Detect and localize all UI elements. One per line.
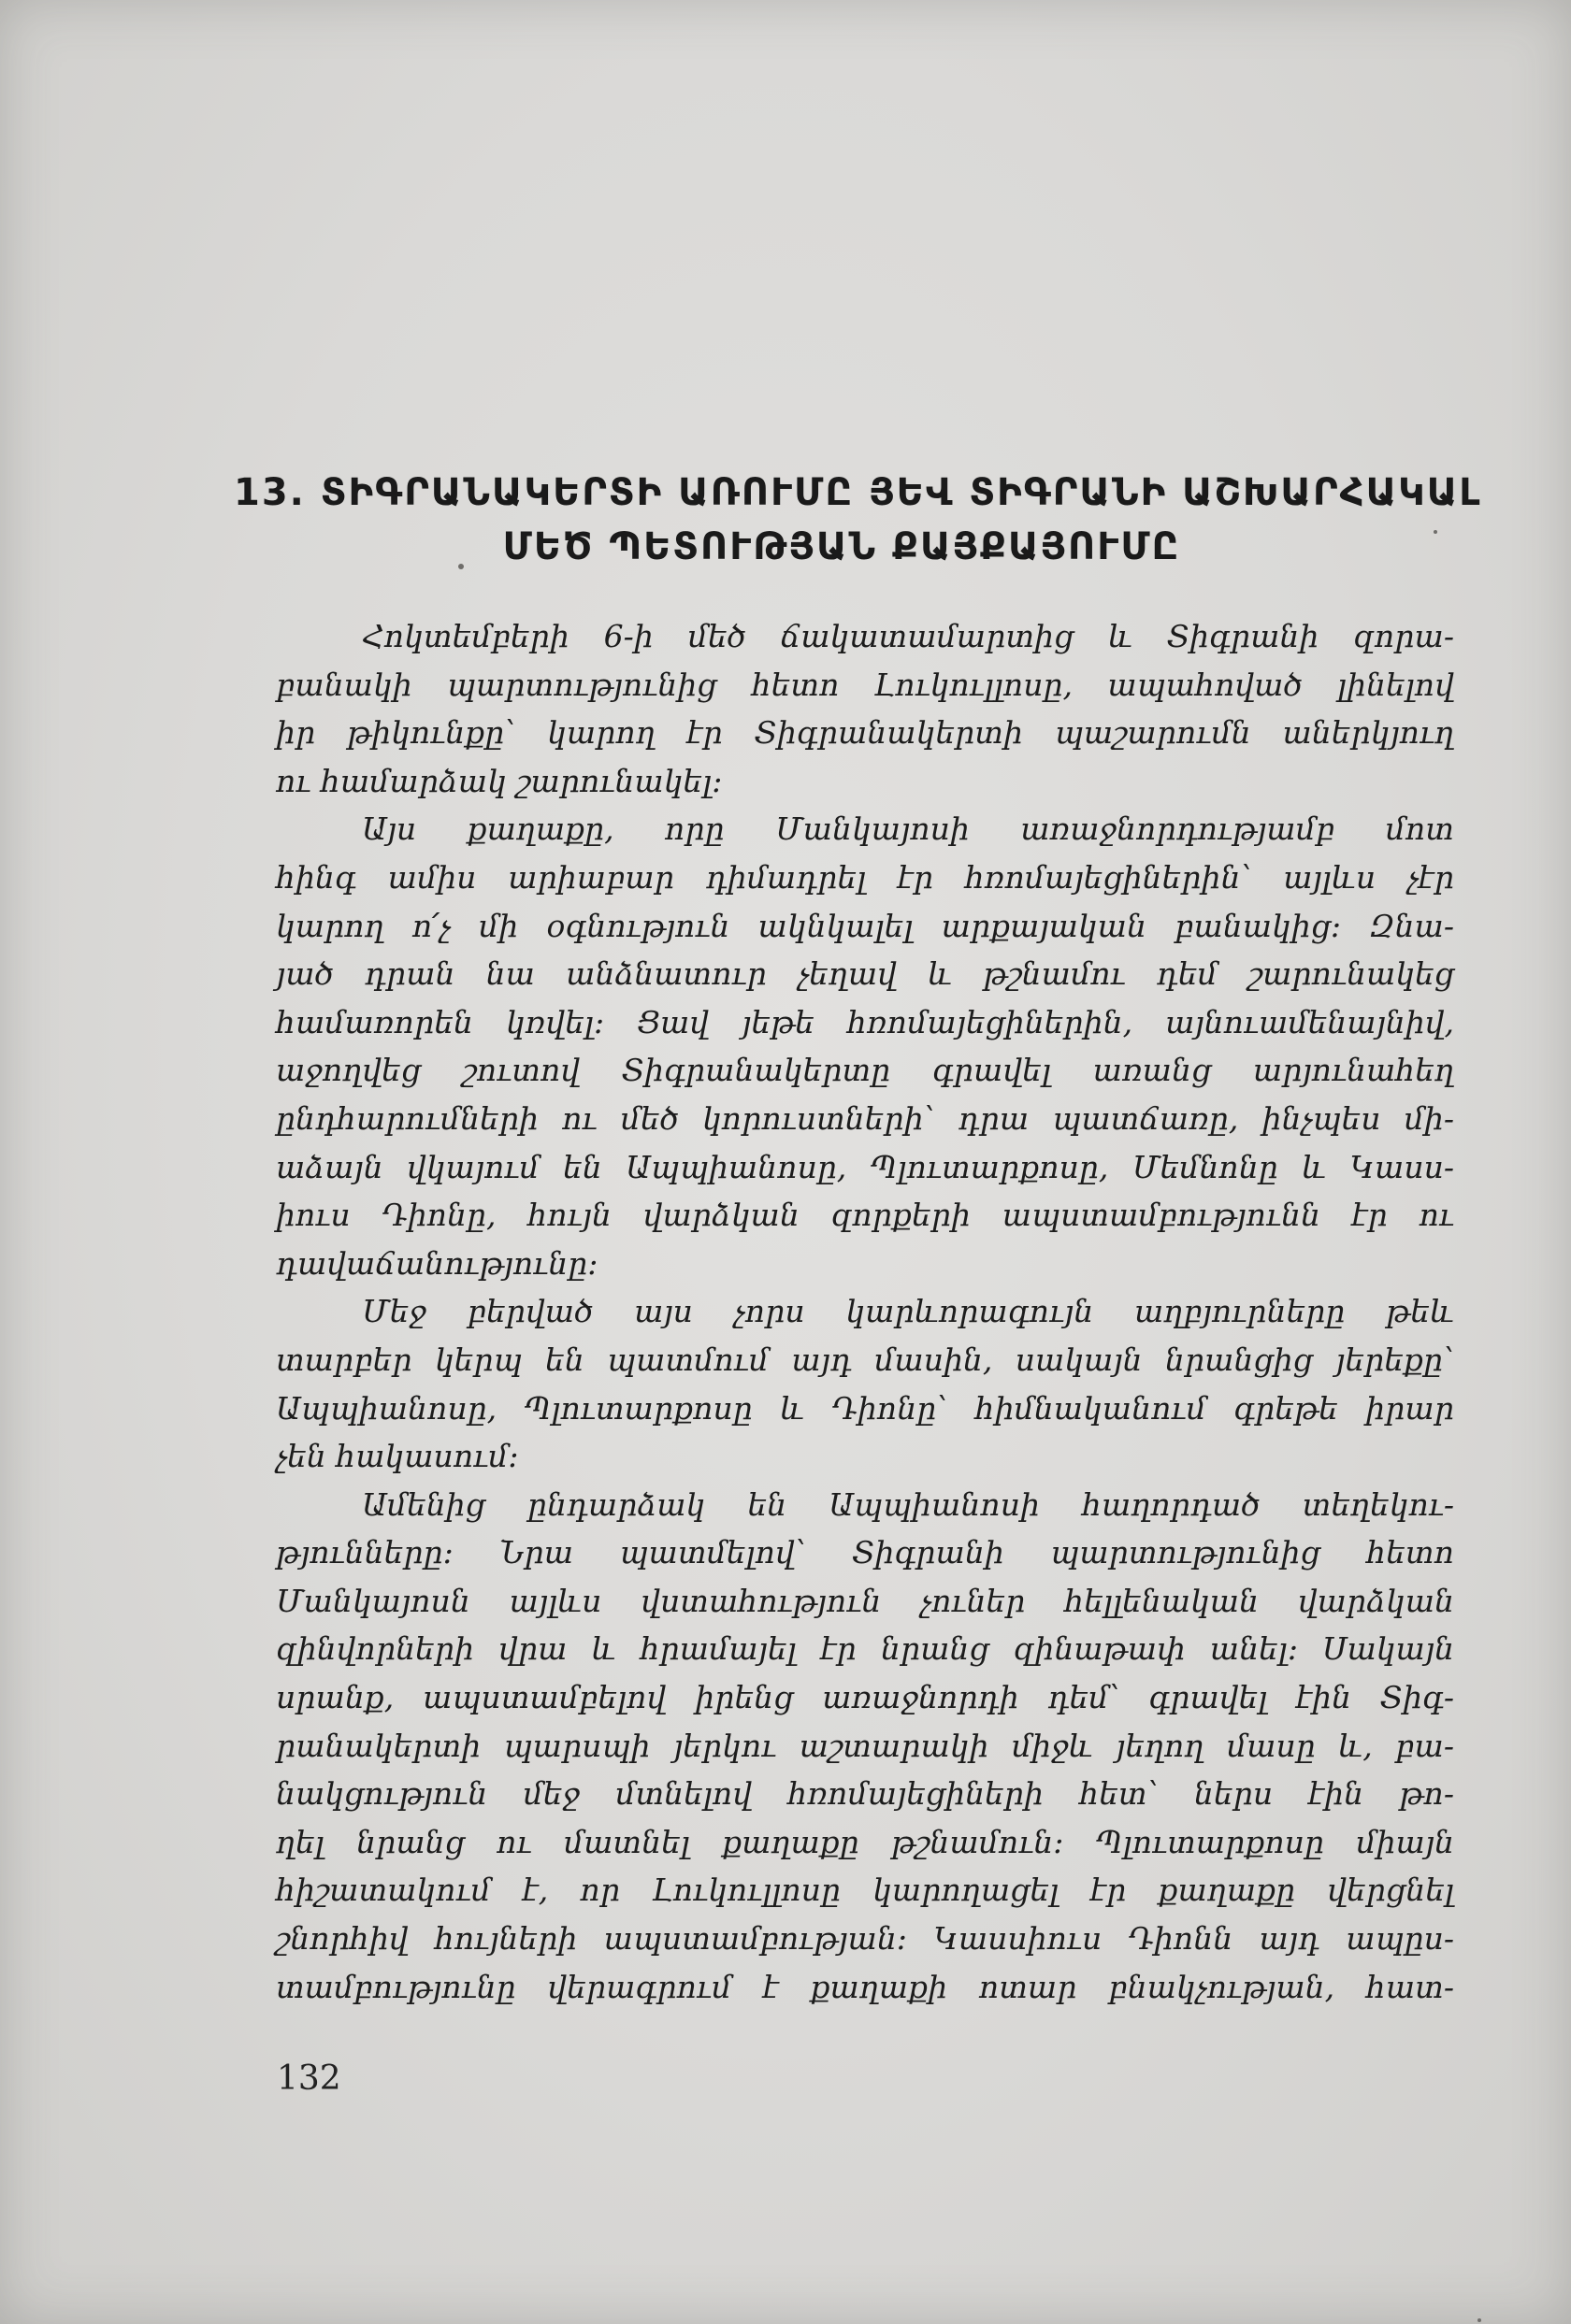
text-line: շնորհիվ հույների ապստամբության։ Կասսիուս Դիոնն այդ ապըս- — [276, 1920, 1454, 1958]
text-line: նակցություն մեջ մտնելով հռոմայեցիների հետ՝ ներս էին թո- — [276, 1775, 1454, 1813]
page-number: 132 — [277, 2059, 341, 2098]
paragraph — [276, 1481, 1454, 2012]
text-line: տամբությունը վերագրում է քաղաքի ոտար բնակչության, հատ- — [276, 1968, 1454, 2005]
text-line: հիշատակում է, որ Լուկուլլոսը կարողացել էր քաղաքը վերցնել — [276, 1872, 1454, 1909]
text-line: րանակերտի պարսպի յերկու աշտարակի միջև յեղող մասը և, բա- — [276, 1727, 1454, 1764]
text-line: ղել նրանց ու մատնել քաղաքը թշնամուն։ Պլուտարքոսը միայն — [276, 1823, 1454, 1860]
chapter-heading-line-1: 13. ՏԻԳՐԱՆԱԿԵՐՏԻ ԱՌՈՒՄԸ ՅԵՎ ՏԻԳՐԱՆԻ ԱՇԽԱՐՀԱԿԱԼ — [234, 471, 1482, 514]
body-text — [276, 612, 1454, 2011]
text-line: Ամենից ընդարձակ են Ապպիանոսի հաղորդած տեղեկու- — [362, 1485, 1454, 1523]
text-line: չեն հակասում։ — [276, 1438, 519, 1475]
text-line: Մեջ բերված այս չորս կարևորագույն աղբյուրները թեև — [362, 1293, 1454, 1330]
text-line: աջողվեց շուտով Տիգրանակերտը գրավել առանց արյունահեղ — [276, 1052, 1454, 1089]
text-line: թյունները։ Նրա պատմելով՝ Տիգրանի պարտությունից հետո — [276, 1534, 1454, 1571]
text-line: աձայն վկայում են Ապպիանոսը, Պլուտարքոսը, Մեմնոնը և Կասս- — [276, 1148, 1454, 1185]
text-line: Մանկայոսն այլևս վստահություն չուներ հելլենական վարձկան — [276, 1582, 1454, 1619]
text-line: կարող ո՛չ մի օգնություն ակնկալել արքայական բանակից։ Զնա- — [276, 907, 1454, 944]
paragraph — [276, 612, 1454, 805]
text-line: իր թիկունքը՝ կարող էր Տիգրանակերտի պաշարումն աներկյուղ — [276, 714, 1454, 752]
paragraph — [276, 1287, 1454, 1480]
text-line: ու համարձակ շարունակել։ — [276, 762, 723, 799]
text-line: հինգ ամիս արիաբար դիմադրել էր հռոմայեցիներին՝ այլևս չէր — [276, 858, 1454, 896]
scan-speck — [1477, 2318, 1481, 2322]
chapter-heading-line-2: ՄԵԾ ՊԵՏՈՒԹՅԱՆ ՔԱՅՔԱՅՈՒՄԸ — [502, 525, 1181, 568]
scan-speck — [1434, 530, 1437, 534]
text-line: ընդհարումների ու մեծ կորուստների՝ դրա պատճառը, ինչպես մի- — [276, 1099, 1454, 1137]
text-line: դավաճանությունը։ — [276, 1244, 598, 1282]
text-line: Այս քաղաքը, որը Մանկայոսի առաջնորդությամբ մոտ — [362, 811, 1454, 848]
chapter-heading — [234, 466, 1482, 574]
text-line: համառորեն կռվել։ Ցավ յեթե հռոմայեցիներին, այնուամենայնիվ, — [276, 1003, 1454, 1040]
scan-speck — [458, 564, 464, 569]
text-line: իուս Դիոնը, հույն վարձկան զորքերի ապստամբությունն էր ու — [276, 1197, 1454, 1234]
text-line: Հոկտեմբերի 6-ի մեծ ճակատամարտից և Տիգրանի զորա- — [362, 618, 1454, 654]
text-line: յած դրան նա անձնատուր չեղավ և թշնամու դեմ շարունակեց — [276, 955, 1454, 993]
text-line: բանակի պարտությունից հետո Լուկուլլոսը, ապահոված լինելով — [276, 666, 1454, 703]
text-line: տարբեր կերպ են պատմում այդ մասին, սակայն նրանցից յերեքը՝ — [276, 1341, 1454, 1378]
text-line: սրանք, ապստամբելով իրենց առաջնորդի դեմ՝ գրավել էին Տիգ- — [276, 1679, 1454, 1716]
text-line: զինվորների վրա և հրամայել էր նրանց զինաթափ անել։ Սակայն — [276, 1630, 1454, 1668]
text-line: Ապպիանոսը, Պլուտարքոսը և Դիոնը՝ հիմնականում գրեթե իրար — [276, 1389, 1454, 1427]
paragraph — [276, 805, 1454, 1287]
